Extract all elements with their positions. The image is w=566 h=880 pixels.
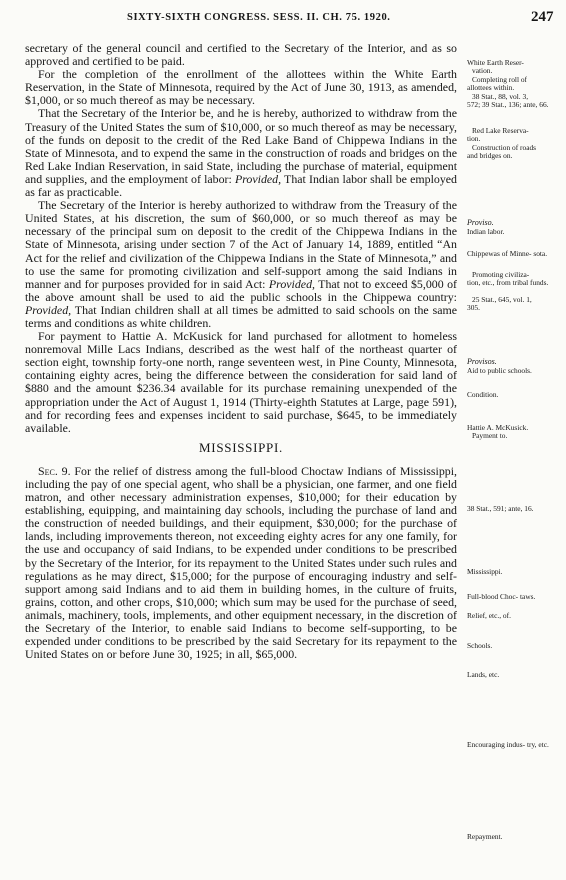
paragraph-chippewa-funds (25, 199, 457, 330)
section-9-text: For the relief of distress among the full-blood Choctaw Indians of Mississippi, including the pay of one special agent, who shall be a physician, one farmer, and one field matron, and other necessary administration expenses, $10,000; for their education by establishing, equipping, and maintaining day schools, including the purchase of land and the construction of needed buildings, and their equipment, $30,000; for the purchase of lands, including improvements thereon, not exceeding eighty acres for any one family, for the use and occupancy of said Indians, to be expended under conditions to be prescribed by the Secretary of the Interior, for its repayment to the United States under such rules and regulations as he may direct, $15,000; for the purpose of encouraging industry and self-support among said Indians and to aid them in building homes, in the culture of fruits, grains, cotton, and other crops, $10,000; which sum may be used for the purchase of seed, animals, machinery, tools, implements, and other equipment necessary, in the discretion of the Secretary of the Interior, to enable said Indians to become self-supporting, to be expended under conditions to be prescribed by the said Secretary for its repayment to the United States on or before June 30, 1925; in all, $65,000. (25, 463, 457, 662)
margin-note-relief: Relief, etc., of. (467, 611, 511, 620)
margin-note-white-earth: White Earth Reser- vation. (467, 58, 524, 76)
margin-note-repayment: Repayment. (467, 832, 503, 841)
margin-note-citation: 38 Stat., 591; ante, 16. (467, 504, 534, 513)
margin-note-indian-labor: Indian labor. (467, 227, 505, 236)
chippewa-text-2: That not to exceed $5,000 of the above amount shall be used to aid the public schools in the Chippewa country: (25, 276, 457, 304)
margin-note-choctaws: Full-blood Choc- taws. (467, 592, 536, 601)
margin-note-schools: Schools. (467, 641, 493, 650)
margin-note-provisos: Provisos. (467, 357, 497, 366)
paragraph-white-earth-enrollment: For the completion of the enrollment of the allottees within the White Earth Reservation, in the State of Minnesota, required by the Act of June 30, 1913, as amended, $1,000, or so much thereof as may be necessary. (25, 67, 457, 108)
paragraph-section-9 (25, 465, 457, 661)
margin-notes (467, 0, 563, 880)
margin-note-chippewas: Chippewas of Minne- sota. (467, 249, 548, 258)
red-lake-text-2: That Indian labor shall be employed as far as practicable. (25, 171, 457, 200)
chippewa-text-1: The Secretary of the Interior is hereby authorized to withdraw from the Treasury of the United States, at his discretion, the sum of $60,000, or so much thereof as may be necessary of the principal sum on deposit to the credit of the Chippewa Indians in the State of Minnesota, arising under section 7 of the Act of January 14, 1889, entitled “An Act for the relief and civilization of the Chippewa Indians in the State of Minnesota,” and to use the same for promoting civilization and self-support among the said Indians in manner and for purposes provided for in said Act: (25, 198, 457, 291)
margin-note-promoting: Promoting civiliza- tion, etc., from tribal funds. (467, 270, 549, 288)
running-head: SIXTY-SIXTH CONGRESS. SESS. II. CH. 75. 1920. (127, 12, 391, 23)
margin-note-aid-schools: Aid to public schools. (467, 366, 532, 375)
margin-note-red-lake: Red Lake Reserva- tion. (467, 126, 529, 144)
red-lake-text-1: That the Secretary of the Interior be, and he is hereby, authorized to withdraw from the Treasury of the United States the sum of $10,000, or so much thereof as may be necessary, of the funds on deposit to the credit of the Red Lake Band of Chippewa Indians in the State of Minnesota, and to expend the same in the construction of roads and bridges on the Red Lake Indian Reservation, in said State, including the purchase of material, equipment and supplies, and the employment of labor: (25, 106, 457, 186)
margin-note-citation: 25 Stat., 645, vol. 1, 305. (467, 295, 532, 313)
margin-note-completing-roll: Completing roll of allottees within. (467, 75, 528, 93)
paragraph-mckusick-payment: For payment to Hattie A. McKusick for land purchased for allotment to homeless nonremoval Mille Lacs Indians, described as the west half of the northeast quarter of section eight, township forty-one north, range seventeen west, in Pine County, Minnesota, containing eighty acres, being the difference between the consideration for said land of $880 and the amount $236.34 available for its purchase remaining unexpended of the appropriation under the Act of August 1, 1914 (Thirty-eighth Statutes at Large, page 591), and for recording fees and expenses incident to said purchase, $645, to be immediately available. (25, 329, 457, 435)
proviso-label: Provided, (234, 171, 282, 186)
proviso-label: Provided, (25, 302, 72, 317)
paragraph-general-council: secretary of the general council and certified to the Secretary of the Interior, and as so approved and certified to be paid. (25, 41, 457, 69)
main-text (25, 42, 457, 661)
section-number: Sec. 9. (38, 463, 71, 478)
margin-note-encouraging: Encouraging indus- try, etc. (467, 740, 549, 749)
section-heading-mississippi: MISSISSIPPI. (199, 439, 283, 455)
margin-note-mississippi: Mississippi. (467, 567, 503, 576)
margin-note-lands: Lands, etc. (467, 670, 500, 679)
paragraph-red-lake-roads (25, 107, 457, 199)
proviso-label: Provided, (268, 276, 315, 291)
page-number: 247 (531, 9, 554, 25)
margin-note-condition: Condition. (467, 390, 499, 399)
margin-note-proviso: Proviso. (467, 218, 494, 227)
margin-note-citation: 38 Stat., 88, vol. 3, 572; 39 Stat., 136; ante, 66. (467, 92, 549, 110)
margin-note-roads: Construction of roads and bridges on. (467, 143, 537, 161)
margin-note-mckusick: Hattie A. McKusick. Payment to. (467, 423, 529, 441)
chippewa-text-3: That Indian children shall at all times be admitted to said schools on the same terms and conditions as white children. (25, 302, 457, 330)
